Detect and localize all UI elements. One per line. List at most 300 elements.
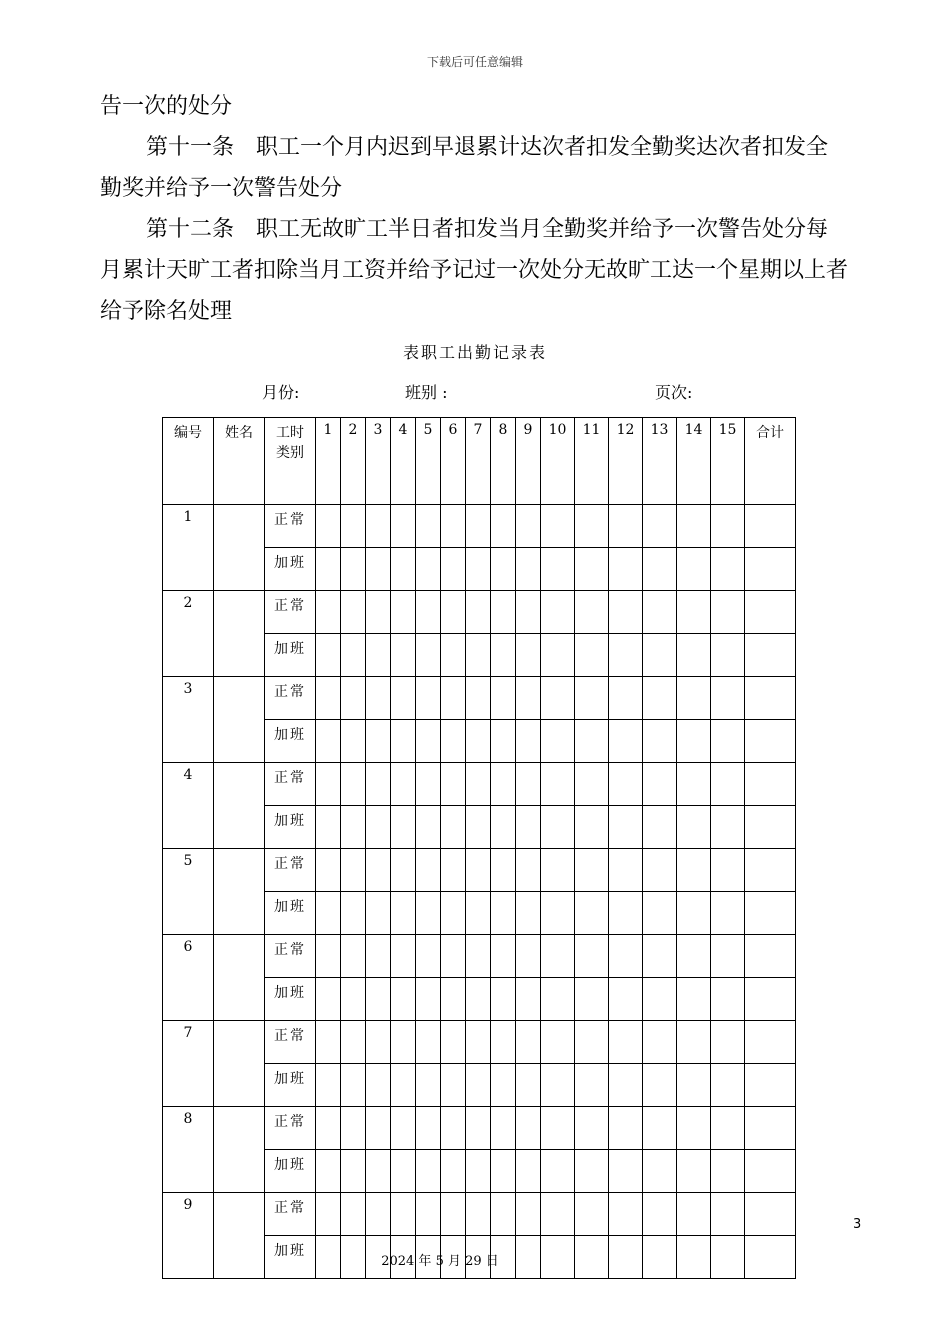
day-cell <box>391 591 416 634</box>
day-cell <box>516 591 541 634</box>
article-12 <box>100 209 850 332</box>
hour-type-normal: 正常 <box>265 1193 316 1236</box>
article-11 <box>100 127 850 209</box>
day-cell <box>391 935 416 978</box>
header-day: 14 <box>677 418 711 505</box>
day-cell <box>416 892 441 935</box>
day-cell <box>491 935 516 978</box>
day-cell <box>643 1107 677 1150</box>
day-cell <box>541 1021 575 1064</box>
total-cell <box>745 1150 796 1193</box>
day-cell <box>391 505 416 548</box>
table-row <box>163 763 796 806</box>
day-cell <box>366 591 391 634</box>
day-cell <box>516 1193 541 1236</box>
day-cell <box>516 1064 541 1107</box>
day-cell <box>416 634 441 677</box>
day-cell <box>341 1064 366 1107</box>
day-cell <box>575 1064 609 1107</box>
day-cell <box>491 1193 516 1236</box>
day-cell <box>609 763 643 806</box>
day-cell <box>441 892 466 935</box>
attendance-table-body <box>163 418 796 1279</box>
paragraph-continuation: 告一次的处分 <box>100 94 233 119</box>
day-cell <box>366 1193 391 1236</box>
day-cell <box>316 1150 341 1193</box>
day-cell <box>643 935 677 978</box>
day-cell <box>316 763 341 806</box>
total-cell <box>745 1021 796 1064</box>
day-cell <box>441 1150 466 1193</box>
day-cell <box>677 720 711 763</box>
day-cell <box>516 978 541 1021</box>
day-cell <box>466 1064 491 1107</box>
day-cell <box>575 1150 609 1193</box>
day-cell <box>609 978 643 1021</box>
day-cell <box>391 763 416 806</box>
day-cell <box>366 1064 391 1107</box>
day-cell <box>416 1064 441 1107</box>
day-cell <box>677 1021 711 1064</box>
day-cell <box>366 505 391 548</box>
row-number: 7 <box>163 1021 214 1107</box>
day-cell <box>416 591 441 634</box>
day-cell <box>609 892 643 935</box>
day-cell <box>341 849 366 892</box>
day-cell <box>575 892 609 935</box>
day-cell <box>711 591 745 634</box>
day-cell <box>643 1021 677 1064</box>
hour-type-normal: 正常 <box>265 763 316 806</box>
day-cell <box>643 634 677 677</box>
day-cell <box>416 1150 441 1193</box>
day-cell <box>491 806 516 849</box>
day-cell <box>391 849 416 892</box>
header-day: 3 <box>366 418 391 505</box>
total-cell <box>745 892 796 935</box>
day-cell <box>516 935 541 978</box>
day-cell <box>391 720 416 763</box>
class-label: 班别 : <box>405 383 448 402</box>
day-cell <box>491 1064 516 1107</box>
header-type <box>265 418 316 505</box>
name-cell <box>214 505 265 591</box>
day-cell <box>341 1150 366 1193</box>
total-cell <box>745 978 796 1021</box>
day-cell <box>711 1150 745 1193</box>
day-cell <box>366 1021 391 1064</box>
day-cell <box>441 1064 466 1107</box>
day-cell <box>575 806 609 849</box>
day-cell <box>575 505 609 548</box>
name-cell <box>214 763 265 849</box>
day-cell <box>441 849 466 892</box>
day-cell <box>416 806 441 849</box>
day-cell <box>341 935 366 978</box>
day-cell <box>677 978 711 1021</box>
day-cell <box>466 1021 491 1064</box>
page-label: 页次: <box>655 383 693 402</box>
total-cell <box>745 677 796 720</box>
header-day: 5 <box>416 418 441 505</box>
table-row <box>163 1107 796 1150</box>
day-cell <box>609 1193 643 1236</box>
day-cell <box>466 720 491 763</box>
day-cell <box>575 548 609 591</box>
day-cell <box>711 806 745 849</box>
day-cell <box>416 677 441 720</box>
day-cell <box>541 1064 575 1107</box>
hour-type-normal: 正常 <box>265 591 316 634</box>
hour-type-overtime: 加班 <box>265 978 316 1021</box>
name-cell <box>214 1107 265 1193</box>
day-cell <box>341 1193 366 1236</box>
day-cell <box>316 1193 341 1236</box>
day-cell <box>416 978 441 1021</box>
day-cell <box>643 1193 677 1236</box>
day-cell <box>366 892 391 935</box>
day-cell <box>366 634 391 677</box>
hour-type-overtime: 加班 <box>265 720 316 763</box>
day-cell <box>341 677 366 720</box>
name-cell <box>214 935 265 1021</box>
table-row <box>163 505 796 548</box>
day-cell <box>711 505 745 548</box>
day-cell <box>541 1150 575 1193</box>
day-cell <box>441 591 466 634</box>
day-cell <box>516 849 541 892</box>
day-cell <box>677 806 711 849</box>
day-cell <box>677 892 711 935</box>
day-cell <box>643 892 677 935</box>
day-cell <box>466 634 491 677</box>
name-cell <box>214 677 265 763</box>
day-cell <box>441 720 466 763</box>
day-cell <box>677 1193 711 1236</box>
total-cell <box>745 1193 796 1236</box>
hour-type-overtime: 加班 <box>265 1236 316 1279</box>
day-cell <box>491 505 516 548</box>
day-cell <box>609 677 643 720</box>
day-cell <box>316 505 341 548</box>
day-cell <box>391 1021 416 1064</box>
day-cell <box>316 1021 341 1064</box>
day-cell <box>341 1107 366 1150</box>
day-cell <box>541 1193 575 1236</box>
day-cell <box>516 763 541 806</box>
table-row <box>163 1021 796 1064</box>
day-cell <box>416 935 441 978</box>
day-cell <box>366 763 391 806</box>
total-cell <box>745 505 796 548</box>
day-cell <box>609 720 643 763</box>
day-cell <box>316 935 341 978</box>
day-cell <box>516 720 541 763</box>
day-cell <box>341 806 366 849</box>
day-cell <box>609 1064 643 1107</box>
day-cell <box>575 1107 609 1150</box>
day-cell <box>391 677 416 720</box>
day-cell <box>416 505 441 548</box>
day-cell <box>491 591 516 634</box>
day-cell <box>341 1021 366 1064</box>
day-cell <box>643 978 677 1021</box>
day-cell <box>491 634 516 677</box>
day-cell <box>677 1064 711 1107</box>
total-cell <box>745 806 796 849</box>
day-cell <box>441 1107 466 1150</box>
day-cell <box>466 505 491 548</box>
day-cell <box>466 849 491 892</box>
day-cell <box>441 548 466 591</box>
day-cell <box>416 1021 441 1064</box>
day-cell <box>366 935 391 978</box>
row-number: 9 <box>163 1193 214 1279</box>
header-day: 4 <box>391 418 416 505</box>
day-cell <box>575 978 609 1021</box>
day-cell <box>391 548 416 591</box>
day-cell <box>466 892 491 935</box>
day-cell <box>711 935 745 978</box>
hour-type-overtime: 加班 <box>265 806 316 849</box>
day-cell <box>643 763 677 806</box>
day-cell <box>677 591 711 634</box>
day-cell <box>316 720 341 763</box>
day-cell <box>516 548 541 591</box>
header-day: 8 <box>491 418 516 505</box>
day-cell <box>366 720 391 763</box>
day-cell <box>516 1150 541 1193</box>
header-day: 11 <box>575 418 609 505</box>
day-cell <box>466 548 491 591</box>
day-cell <box>575 1021 609 1064</box>
day-cell <box>516 806 541 849</box>
article-12-label: 第十二条 <box>146 217 235 242</box>
header-day: 10 <box>541 418 575 505</box>
day-cell <box>491 978 516 1021</box>
day-cell <box>516 634 541 677</box>
hour-type-normal: 正常 <box>265 1021 316 1064</box>
day-cell <box>609 1150 643 1193</box>
day-cell <box>575 634 609 677</box>
day-cell <box>441 763 466 806</box>
day-cell <box>609 935 643 978</box>
header-type-line2: 类别 <box>276 445 304 461</box>
day-cell <box>441 1021 466 1064</box>
header-day: 15 <box>711 418 745 505</box>
day-cell <box>575 677 609 720</box>
day-cell <box>441 978 466 1021</box>
day-cell <box>341 548 366 591</box>
attendance-table <box>162 417 796 1279</box>
day-cell <box>366 978 391 1021</box>
total-cell <box>745 763 796 806</box>
day-cell <box>575 763 609 806</box>
day-cell <box>643 806 677 849</box>
hour-type-overtime: 加班 <box>265 634 316 677</box>
day-cell <box>341 505 366 548</box>
day-cell <box>491 720 516 763</box>
day-cell <box>491 892 516 935</box>
day-cell <box>316 806 341 849</box>
header-day: 1 <box>316 418 341 505</box>
day-cell <box>643 849 677 892</box>
day-cell <box>466 935 491 978</box>
day-cell <box>366 849 391 892</box>
day-cell <box>341 763 366 806</box>
day-cell <box>711 720 745 763</box>
day-cell <box>466 1193 491 1236</box>
day-cell <box>711 1021 745 1064</box>
day-cell <box>677 1107 711 1150</box>
row-number: 1 <box>163 505 214 591</box>
header-day: 12 <box>609 418 643 505</box>
day-cell <box>541 763 575 806</box>
table-row <box>163 935 796 978</box>
day-cell <box>466 806 491 849</box>
row-number: 8 <box>163 1107 214 1193</box>
hour-type-overtime: 加班 <box>265 1064 316 1107</box>
month-label: 月份: <box>262 383 300 402</box>
day-cell <box>366 1150 391 1193</box>
day-cell <box>677 1150 711 1193</box>
page-number: 3 <box>853 1217 862 1232</box>
day-cell <box>609 1107 643 1150</box>
table-row <box>163 677 796 720</box>
day-cell <box>491 1150 516 1193</box>
day-cell <box>491 849 516 892</box>
day-cell <box>609 548 643 591</box>
header-day: 2 <box>341 418 366 505</box>
day-cell <box>316 849 341 892</box>
day-cell <box>609 1021 643 1064</box>
header-note: 下载后可任意编辑 <box>426 55 523 69</box>
day-cell <box>316 634 341 677</box>
day-cell <box>391 806 416 849</box>
day-cell <box>341 591 366 634</box>
total-cell <box>745 1064 796 1107</box>
name-cell <box>214 591 265 677</box>
header-name: 姓名 <box>214 418 265 505</box>
day-cell <box>366 806 391 849</box>
total-cell <box>745 720 796 763</box>
day-cell <box>677 634 711 677</box>
day-cell <box>609 591 643 634</box>
day-cell <box>711 978 745 1021</box>
day-cell <box>316 1107 341 1150</box>
day-cell <box>575 849 609 892</box>
day-cell <box>643 677 677 720</box>
day-cell <box>711 892 745 935</box>
day-cell <box>541 1107 575 1150</box>
day-cell <box>341 720 366 763</box>
day-cell <box>491 548 516 591</box>
day-cell <box>643 1150 677 1193</box>
hour-type-normal: 正常 <box>265 1107 316 1150</box>
day-cell <box>516 1107 541 1150</box>
day-cell <box>609 634 643 677</box>
day-cell <box>516 677 541 720</box>
day-cell <box>441 677 466 720</box>
day-cell <box>711 763 745 806</box>
hour-type-overtime: 加班 <box>265 548 316 591</box>
day-cell <box>541 505 575 548</box>
header-day: 13 <box>643 418 677 505</box>
day-cell <box>541 892 575 935</box>
day-cell <box>677 677 711 720</box>
day-cell <box>391 1193 416 1236</box>
day-cell <box>609 505 643 548</box>
day-cell <box>643 720 677 763</box>
day-cell <box>575 720 609 763</box>
day-cell <box>711 849 745 892</box>
day-cell <box>391 634 416 677</box>
day-cell <box>391 978 416 1021</box>
day-cell <box>441 935 466 978</box>
day-cell <box>711 548 745 591</box>
hour-type-normal: 正常 <box>265 849 316 892</box>
day-cell <box>391 1107 416 1150</box>
day-cell <box>341 634 366 677</box>
day-cell <box>541 677 575 720</box>
day-cell <box>711 677 745 720</box>
day-cell <box>541 591 575 634</box>
table-row <box>163 1193 796 1236</box>
day-cell <box>341 892 366 935</box>
day-cell <box>677 505 711 548</box>
day-cell <box>609 849 643 892</box>
day-cell <box>441 505 466 548</box>
day-cell <box>541 720 575 763</box>
day-cell <box>677 763 711 806</box>
day-cell <box>541 935 575 978</box>
day-cell <box>541 849 575 892</box>
day-cell <box>711 1193 745 1236</box>
day-cell <box>575 935 609 978</box>
day-cell <box>441 634 466 677</box>
day-cell <box>711 634 745 677</box>
day-cell <box>441 1193 466 1236</box>
day-cell <box>416 1193 441 1236</box>
article-12-text: 职工无故旷工半日者扣发当月全勤奖并给予一次警告处分每月累计天旷工者扣除当月工资并给予记过一次处分无故旷工达一个星期以上者给予除名处理 <box>100 217 849 324</box>
day-cell <box>677 548 711 591</box>
day-cell <box>711 1107 745 1150</box>
table-title: 表职工出勤记录表 <box>402 343 547 362</box>
header-day: 9 <box>516 418 541 505</box>
name-cell <box>214 849 265 935</box>
hour-type-overtime: 加班 <box>265 1150 316 1193</box>
table-row <box>163 591 796 634</box>
day-cell <box>391 1064 416 1107</box>
day-cell <box>466 591 491 634</box>
day-cell <box>391 892 416 935</box>
hour-type-normal: 正常 <box>265 935 316 978</box>
day-cell <box>643 591 677 634</box>
day-cell <box>366 677 391 720</box>
hour-type-normal: 正常 <box>265 505 316 548</box>
header-total: 合计 <box>745 418 796 505</box>
day-cell <box>643 548 677 591</box>
day-cell <box>609 806 643 849</box>
day-cell <box>466 763 491 806</box>
row-number: 4 <box>163 763 214 849</box>
day-cell <box>643 505 677 548</box>
day-cell <box>416 720 441 763</box>
day-cell <box>575 591 609 634</box>
day-cell <box>516 1021 541 1064</box>
day-cell <box>366 1107 391 1150</box>
day-cell <box>341 978 366 1021</box>
